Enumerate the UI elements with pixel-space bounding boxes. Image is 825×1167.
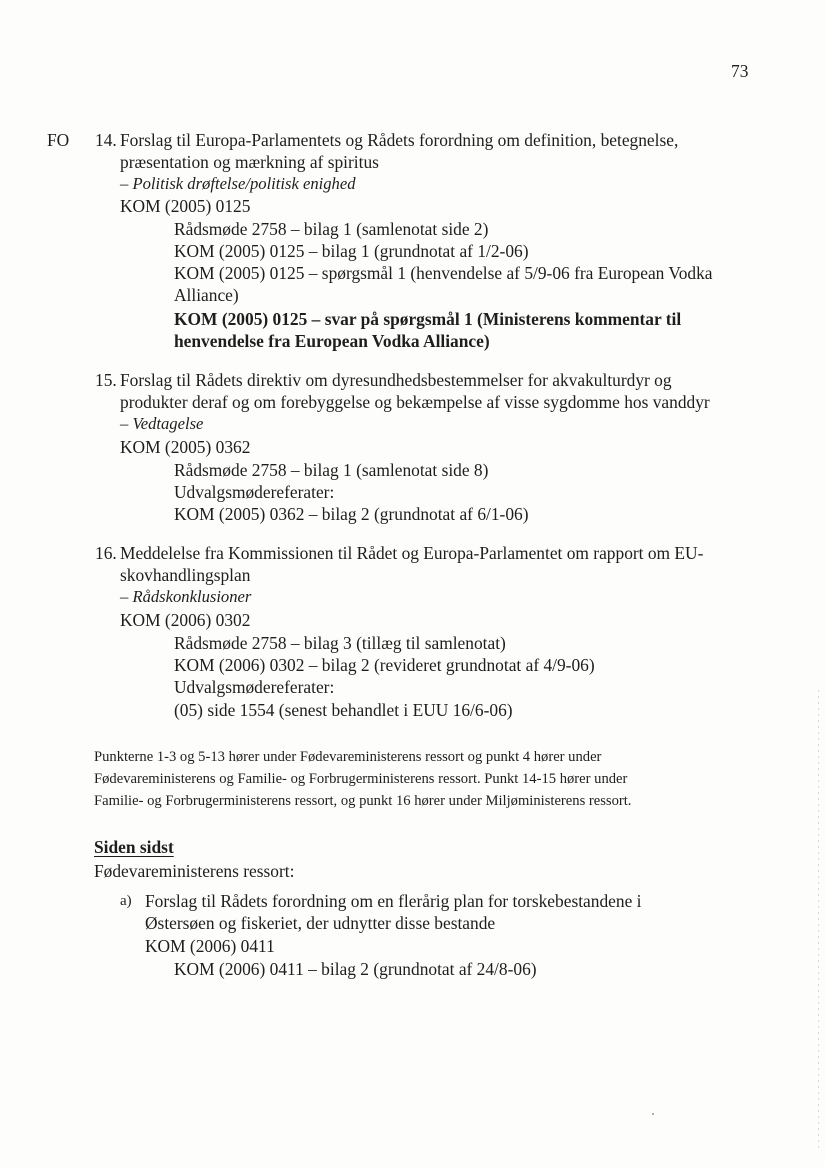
item-reference: KOM (2005) 0125 – spørgsmål 1 (henvendelse af 5/9-06 fra European Vodka <box>174 263 713 283</box>
item-title-line: produkter deraf og om forebyggelse og bekæmpelse af visse sygdomme hos vanddyr <box>120 392 710 412</box>
item-reference: KOM (2005) 0362 – bilag 2 (grundnotat af 6/1-06) <box>174 504 529 524</box>
item-kom-number: KOM (2005) 0362 <box>120 437 251 457</box>
item-kom-number: KOM (2006) 0411 <box>145 936 275 956</box>
item-number: 16. <box>95 543 117 563</box>
item-bold-reference: henvendelse fra European Vodka Alliance) <box>174 331 490 351</box>
scan-edge-artifact <box>818 690 819 1150</box>
item-status: – Vedtagelse <box>120 414 204 433</box>
item-reference: KOM (2006) 0302 – bilag 2 (revideret grundnotat af 4/9-06) <box>174 655 595 675</box>
item-reference: (05) side 1554 (senest behandlet i EUU 16/6-06) <box>174 700 513 720</box>
item-kom-number: KOM (2006) 0302 <box>120 610 251 630</box>
note-line: Familie- og Forbrugerministerens ressort, og punkt 16 hører under Miljøministerens ressort. <box>94 793 632 809</box>
note-line: Punkterne 1-3 og 5-13 hører under Fødevareministerens ressort og punkt 4 hører under <box>94 749 602 765</box>
item-reference: Udvalgsmødereferater: <box>174 482 335 502</box>
item-title-line: Forslag til Europa-Parlamentets og Rådets forordning om definition, betegnelse, <box>120 130 679 150</box>
item-number: 15. <box>95 370 117 390</box>
item-kom-number: KOM (2005) 0125 <box>120 196 251 216</box>
item-reference: Rådsmøde 2758 – bilag 1 (samlenotat side 8) <box>174 460 489 480</box>
item-title-line: Forslag til Rådets direktiv om dyresundhedsbestemmelser for akvakulturdyr og <box>120 370 672 390</box>
item-title-line: Meddelelse fra Kommissionen til Rådet og Europa-Parlamentet om rapport om EU- <box>120 543 704 563</box>
item-reference: Rådsmøde 2758 – bilag 3 (tillæg til samlenotat) <box>174 633 506 653</box>
page-number: 73 <box>731 61 749 81</box>
item-title-line: præsentation og mærkning af spiritus <box>120 152 379 172</box>
section-heading: Siden sidst <box>94 837 174 857</box>
item-reference: Udvalgsmødereferater: <box>174 677 335 697</box>
note-line: Fødevareministerens og Familie- og Forbrugerministerens ressort. Punkt 14-15 hører under <box>94 771 628 787</box>
item-reference: Alliance) <box>174 285 239 305</box>
ressort-label: Fødevareministerens ressort: <box>94 861 295 881</box>
scan-speck <box>652 1113 654 1115</box>
item-bold-reference: KOM (2005) 0125 – svar på spørgsmål 1 (Ministerens kommentar til <box>174 309 682 329</box>
item-marker: a) <box>120 893 132 909</box>
item-reference: KOM (2006) 0411 – bilag 2 (grundnotat af 24/8-06) <box>174 959 537 979</box>
item-status: – Rådskonklusioner <box>120 587 252 606</box>
item-number: 14. <box>95 130 117 150</box>
item-title-line: skovhandlingsplan <box>120 565 251 585</box>
item-reference: Rådsmøde 2758 – bilag 1 (samlenotat side 2) <box>174 219 489 239</box>
item-status: – Politisk drøftelse/politisk enighed <box>120 174 356 193</box>
margin-marker: FO <box>47 130 70 150</box>
item-title-line: Forslag til Rådets forordning om en flerårig plan for torskebestandene i <box>145 891 642 911</box>
item-reference: KOM (2005) 0125 – bilag 1 (grundnotat af 1/2-06) <box>174 241 529 261</box>
item-title-line: Østersøen og fiskeriet, der udnytter disse bestande <box>145 913 496 933</box>
